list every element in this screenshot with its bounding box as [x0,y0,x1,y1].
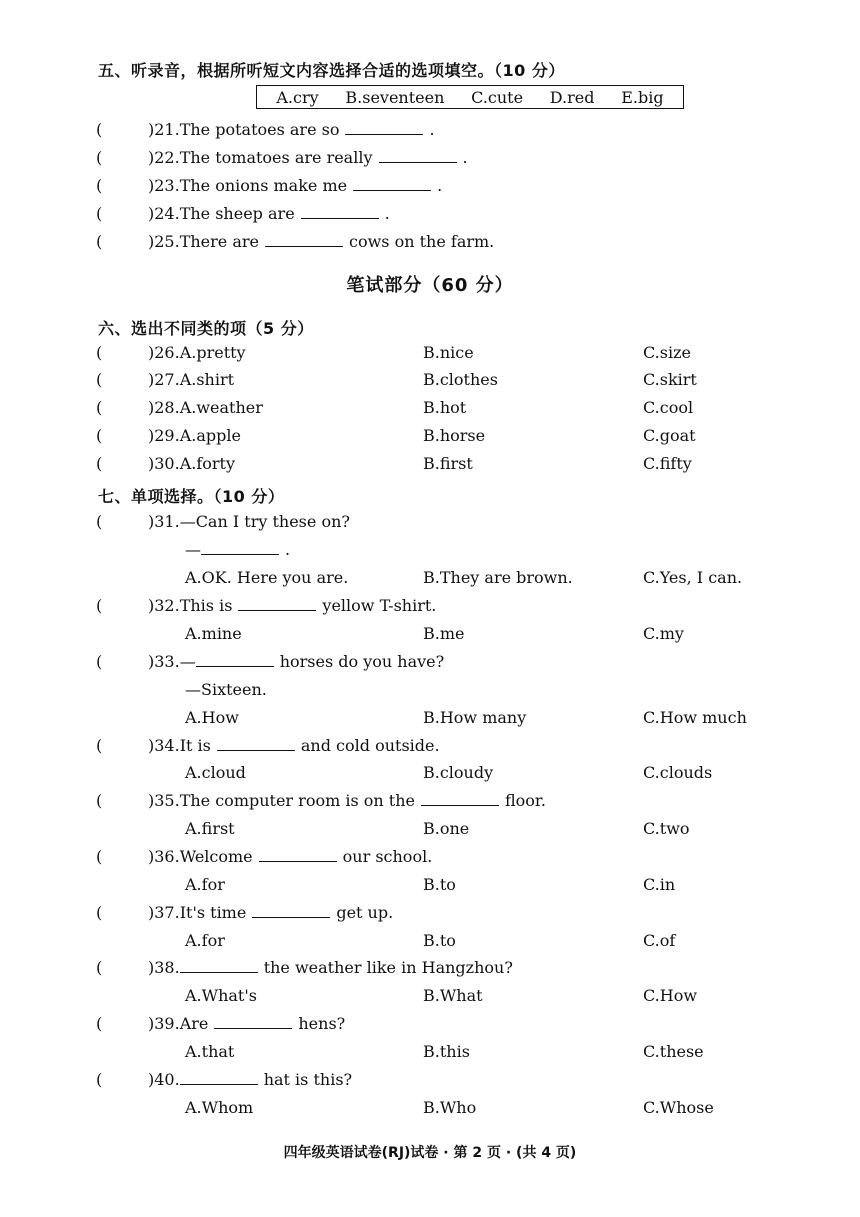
option-c: C.cool [643,398,694,417]
option-c: C.goat [643,426,696,445]
option-b: B.What [423,986,483,1005]
reply-dash: — [185,540,201,559]
option-a: A.for [185,931,225,950]
answer-blank[interactable] [252,903,330,918]
question-37-options [0,931,860,957]
question-text-after: . [429,120,435,139]
question-31-options [0,568,860,594]
option-c: C.How much [643,708,747,727]
answer-blank[interactable] [301,204,379,219]
question-text-after: . [384,204,390,223]
answer-blank[interactable] [217,736,295,751]
option-c: C.Whose [643,1098,714,1117]
question-40 [0,1070,860,1096]
answer-paren[interactable]: ( [96,120,103,139]
option-a: A.OK. Here you are. [185,568,349,587]
question-30 [0,454,860,480]
answer-blank[interactable] [345,120,423,135]
question-35-options [0,819,860,845]
reply-text: —Sixteen. [185,680,267,699]
question-text: The computer room is on the [179,791,415,810]
answer-blank[interactable] [180,1070,258,1085]
question-number: )24. [148,204,180,223]
option-a: A.forty [179,454,235,473]
question-text: The sheep are [179,204,295,223]
option-e: E.big [621,87,664,107]
question-text-after: hat is this? [263,1070,353,1089]
answer-blank[interactable] [180,958,258,973]
answer-paren[interactable]: ( [96,232,103,251]
answer-paren[interactable]: ( [96,652,103,671]
question-number: )30. [148,454,180,473]
option-b: B.How many [423,708,527,727]
option-b: B.clothes [423,370,498,389]
option-c: C.clouds [643,763,713,782]
option-c: C.fifty [643,454,692,473]
question-31-reply: — . [185,540,291,559]
question-text: It is [179,736,211,755]
section-7-heading: 七、单项选择。（10 分） [98,487,285,506]
question-number: )31. [148,512,180,531]
question-text-after: horses do you have? [279,652,445,671]
question-text-after: and cold outside. [300,736,440,755]
option-a: A.cloud [185,763,246,782]
question-23 [0,176,860,202]
answer-paren[interactable]: ( [96,454,103,473]
answer-paren[interactable]: ( [96,176,103,195]
option-b: B.nice [423,343,474,362]
question-38 [0,958,860,984]
answer-paren[interactable]: ( [96,736,103,755]
question-text: The tomatoes are really [179,148,373,167]
question-21 [0,120,860,146]
answer-blank[interactable] [379,148,457,163]
option-b: B.to [423,875,456,894]
question-text: The onions make me [179,176,348,195]
question-32-options [0,624,860,650]
option-d: D.red [549,87,595,107]
question-29 [0,426,860,452]
question-number: )23. [148,176,180,195]
option-b: B.hot [423,398,467,417]
question-39-options [0,1042,860,1068]
question-22 [0,148,860,174]
option-a: A.for [185,875,225,894]
question-33 [0,652,860,678]
option-c: C.of [643,931,676,950]
option-a: A.apple [179,426,241,445]
question-number: )34. [148,736,180,755]
question-number: )35. [148,791,180,810]
question-number: )28. [148,398,180,417]
option-b: B.me [423,624,465,643]
option-a: A.How [185,708,239,727]
answer-blank[interactable] [265,232,343,247]
question-text-after: get up. [336,903,394,922]
question-text: —Can I try these on? [179,512,350,531]
option-c: C.cute [471,87,524,107]
question-text: It's time [179,903,247,922]
option-b: B.one [423,819,470,838]
question-text-after: . [462,148,468,167]
option-b: B.They are brown. [423,568,573,587]
question-33-reply [0,680,860,706]
question-35 [0,791,860,817]
option-b: B.to [423,931,456,950]
section-6-heading: 六、选出不同类的项（5 分） [98,319,314,338]
question-31 [0,512,860,538]
option-a: A.weather [179,398,263,417]
option-c: C.How [643,986,698,1005]
option-c: C.size [643,343,691,362]
question-text: Are [179,1014,209,1033]
question-40-options [0,1098,860,1124]
option-a: A.first [185,819,235,838]
answer-blank[interactable] [214,1014,292,1029]
answer-blank[interactable] [421,791,499,806]
option-c: C.skirt [643,370,697,389]
question-39 [0,1014,860,1040]
question-number: )32. [148,596,180,615]
option-a: A.pretty [179,343,246,362]
answer-paren[interactable]: ( [96,426,103,445]
question-text-after: . [437,176,443,195]
option-b: B.seventeen [345,87,445,107]
option-b: B.first [423,454,473,473]
option-b: B.Who [423,1098,477,1117]
answer-paren[interactable]: ( [96,1070,103,1089]
answer-paren[interactable]: ( [96,791,103,810]
question-number: )37. [148,903,180,922]
page-footer: 四年级英语试卷(RJ)试卷 · 第 2 页 · (共 4 页) [283,1145,577,1161]
answer-paren[interactable]: ( [96,596,103,615]
option-c: C.Yes, I can. [643,568,743,587]
question-number: )29. [148,426,180,445]
answer-paren[interactable]: ( [96,512,103,531]
answer-paren[interactable]: ( [96,370,103,389]
question-34 [0,736,860,762]
option-c: C.these [643,1042,704,1061]
option-c: C.two [643,819,690,838]
question-text: — [179,652,196,671]
option-a: A.What's [185,986,257,1005]
question-number: )39. [148,1014,180,1033]
question-32 [0,596,860,622]
question-number: )40. [148,1070,180,1089]
option-a: A.that [185,1042,235,1061]
question-number: )36. [148,847,180,866]
answer-paren[interactable]: ( [96,343,103,362]
question-number: )25. [148,232,180,251]
answer-paren[interactable]: ( [96,148,103,167]
question-36-options [0,875,860,901]
answer-paren[interactable]: ( [96,1014,103,1033]
question-text-after: cows on the farm. [349,232,495,251]
question-text-after: the weather like in Hangzhou? [263,958,513,977]
answer-blank[interactable] [196,652,274,667]
question-25 [0,232,860,258]
option-b: B.cloudy [423,763,494,782]
question-28 [0,398,860,424]
question-text-after: yellow T-shirt. [322,596,437,615]
option-c: C.my [643,624,684,643]
option-a: A.cry [276,87,319,107]
answer-paren[interactable]: ( [96,398,103,417]
question-number: )26. [148,343,180,362]
question-text: Welcome [179,847,253,866]
question-38-options [0,986,860,1012]
question-24 [0,204,860,230]
answer-options-box [256,85,684,109]
section-5-heading: 五、听录音，根据所听短文内容选择合适的选项填空。（10 分） [98,61,565,80]
answer-paren[interactable]: ( [96,903,103,922]
written-part-title: 笔试部分（60 分） [346,275,514,296]
question-37 [0,903,860,929]
question-text-after: hens? [298,1014,346,1033]
answer-blank[interactable] [238,596,316,611]
answer-blank[interactable] [259,847,337,862]
question-text-after: floor. [504,791,546,810]
question-number: )22. [148,148,180,167]
question-number: )38. [148,958,180,977]
option-a: A.Whom [185,1098,254,1117]
answer-blank[interactable] [201,540,279,555]
question-number: )27. [148,370,180,389]
question-34-options [0,763,860,789]
question-number: )33. [148,652,180,671]
option-c: C.in [643,875,676,894]
answer-paren[interactable]: ( [96,847,103,866]
question-27 [0,370,860,396]
question-36 [0,847,860,873]
question-text: This is [179,596,233,615]
answer-paren[interactable]: ( [96,958,103,977]
answer-paren[interactable]: ( [96,204,103,223]
question-text-after: our school. [342,847,433,866]
option-a: A.mine [185,624,242,643]
option-a: A.shirt [179,370,235,389]
question-26 [0,343,860,369]
question-33-options [0,708,860,734]
question-number: )21. [148,120,180,139]
option-b: B.this [423,1042,470,1061]
question-text: There are [179,232,259,251]
option-b: B.horse [423,426,486,445]
answer-blank[interactable] [353,176,431,191]
question-text: The potatoes are so [179,120,340,139]
